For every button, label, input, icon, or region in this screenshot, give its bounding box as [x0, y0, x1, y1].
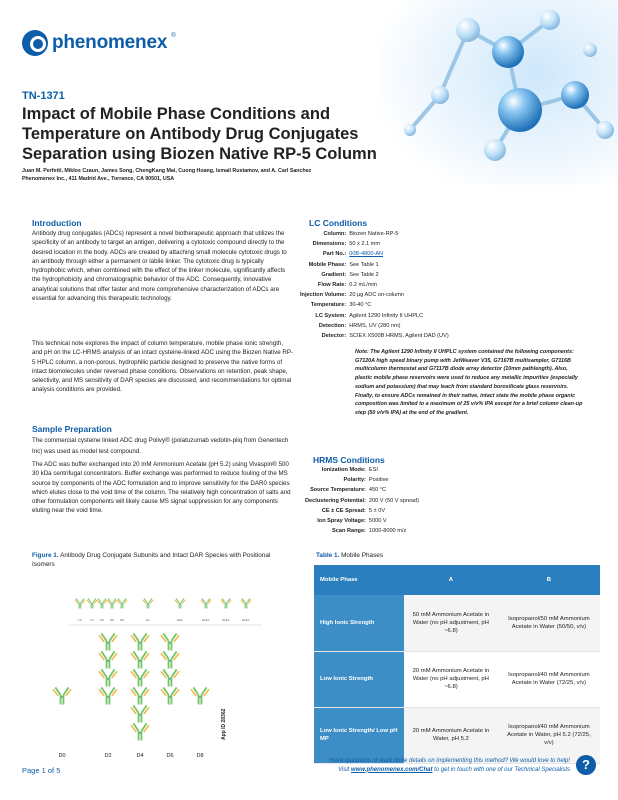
subunit-label: HC — [109, 618, 115, 622]
lc-condition-label: Detector: — [321, 333, 347, 340]
subunit-label: HC — [119, 618, 125, 622]
introduction-p2: This technical note explores the impact of column temperature, mobile phase ionic strength, and pH on the LC-HRMS analysis of an intact cysteine-linked ADC using the Biozen Native RP-5 HPLC column, a non-porous, hydrophilic particle designed to preserve the native forms of intact biomolecules under reversed phase conditions. Observations on retention, peak shape, selectivity, and MS sensitivity of DAR species are discussed, and recommendations for optimal analysis conditions are provided. — [32, 340, 294, 394]
antibody-glyph — [99, 633, 117, 650]
phenomenex-logo[interactable] — [22, 30, 176, 56]
table-row — [314, 707, 600, 763]
subunit-label: HHLL — [222, 618, 230, 622]
hrms-condition-label: Declustering Potential: — [305, 497, 366, 504]
col-b: B — [498, 565, 600, 595]
dar-label: D8 — [196, 753, 204, 759]
lc-condition-value: 0.2 mL/min — [349, 282, 377, 289]
row-name: High Ionic Strength — [314, 595, 404, 651]
lc-condition-label: LC System: — [315, 312, 347, 319]
lc-condition-label: Mobile Phase: — [308, 261, 347, 268]
affiliation: Phenomenex Inc., 411 Madrid Ave., Torrance, CA 90501, USA — [22, 176, 175, 182]
antibody-glyph — [161, 633, 179, 650]
dar-label: D0 — [58, 753, 66, 759]
antibody-glyph — [131, 651, 149, 668]
lc-note: Note: The Agilent 1290 Infinity II UHPLC system contained the following components: G7120A high speed binary pump with JetWeaver V35, G7167B multisampler, G7116B multicolumn thermostat and G7117B diode array detector (10mm pathlength). Also, plastic mobile phase reservoirs were used to reduce any metallic impurities (especially sodium and potassium) that may leach from standard borosilicate glass reservoirs. Finally, to ensure ADCs remained in their native, intact state the mobile phase organic composition was limited to a maximum of 25 v/v% IPA except for a brief column clean-up step (50 v/v% IPA) at the end of the gradient. — [355, 349, 583, 416]
lc-condition-value: SCIEX X500B HRMS, Agilent DAD (UV) — [349, 333, 449, 340]
figure1-label: Figure 1. — [32, 552, 59, 559]
lc-condition-label: Column: — [323, 231, 347, 237]
lc-condition-value: HRMS, UV (280 nm) — [349, 322, 401, 329]
doc-title: Impact of Mobile Phase Conditions and Temperature on Antibody Drug Conjugates Separation using Biozen Native RP-5 Column — [22, 105, 377, 163]
app-id: App ID 28362 — [221, 708, 227, 740]
antibody-glyph — [99, 669, 117, 686]
lc-condition-label: Gradient: — [321, 271, 347, 278]
lc-condition-label: Dimensions: — [312, 241, 347, 248]
lc-condition-value: 50 x 2.1 mm — [349, 241, 380, 248]
lc-conditions-heading: LC Conditions — [309, 218, 368, 228]
dar-species-grid — [53, 633, 209, 740]
dar-label-row — [58, 753, 203, 759]
cell-a: 50 mM Ammonium Acetate in Water (no pH adjustment, pH ~6.8) — [404, 595, 498, 651]
chat-link[interactable]: www.phenomenex.com/Chat — [351, 766, 433, 773]
subunit-label-row — [78, 618, 250, 622]
table-header-row — [314, 565, 600, 595]
cell-a: 20 mM Ammonium Acetate in Water, pH 5.2 — [404, 707, 498, 763]
introduction-p1: Antibody drug conjugates (ADCs) represent a novel biotherapeutic approach that utilizes the specificity of an antibody to target an antigen, delivering a cytotoxic compound directly to the desired location in the body. ADCs are created by attaching small molecule cytotoxic drugs to an antibody through either a permanent or labile linker. The cytotoxic drug is typically hydrophobic which, when combined with the effect of the linker molecule, significantly affects the hydrophobicity and chromatographic behavior of the ADC. Consequently, innovative analytical solutions that offer faster and more comprehensive characterization of ADCs are essential for advancing this therapeutic technology. — [32, 230, 287, 303]
col-a: A — [404, 565, 498, 595]
antibody-glyph — [99, 651, 117, 668]
authors-block — [22, 167, 442, 183]
dar-label: D4 — [136, 753, 144, 759]
table1-caption-text: Mobile Phases — [341, 552, 384, 559]
subunit-label: LC — [90, 618, 94, 622]
sample-prep-p1: The commercial cysteine linked ADC drug Polivy® (polatuzumab vedotin-piiq from Genentech Inc) was used as model test compound. — [32, 437, 289, 455]
row-name: Low Ionic Strength — [314, 651, 404, 707]
hrms-condition-value: 450 °C — [368, 487, 387, 494]
cell-b: Isopropanol/50 mM Ammonium Acetate in Water (50/50, v/v) — [498, 595, 600, 651]
footer-visit-post: to get in touch with one of our Technical Specialists — [432, 766, 570, 773]
subunit-row — [68, 599, 262, 625]
hrms-condition-value: 5000 V — [368, 518, 387, 525]
footer-visit-pre: Visit — [338, 766, 351, 773]
hrms-condition-value: Positive — [368, 477, 389, 484]
footer-visit — [302, 766, 570, 775]
hrms-condition-label: Polarity: — [343, 477, 366, 484]
lc-condition-value: 20 µg ADC on-column — [349, 292, 405, 299]
subunit-label: HC — [99, 618, 105, 622]
table-row — [314, 595, 600, 651]
antibody-glyph — [131, 687, 149, 704]
subunit-glyph — [221, 599, 231, 609]
lc-condition-label: Flow Rate: — [317, 282, 347, 289]
footer-help-text — [302, 757, 570, 774]
table1-caption — [316, 551, 383, 560]
lc-condition-label: Detection: — [318, 322, 347, 329]
subunit-glyph — [117, 599, 127, 609]
subunit-glyph — [107, 599, 117, 609]
antibody-glyph — [161, 669, 179, 686]
subunit-label: LC — [78, 618, 82, 622]
page-number: Page 1 of 5 — [22, 766, 61, 775]
figure1-adc-diagram — [30, 585, 265, 760]
hrms-condition-value: 1000-8000 m/z — [368, 528, 407, 535]
hrms-condition-value: ESI — [368, 467, 378, 473]
help-question-icon[interactable]: ? — [576, 755, 596, 775]
brand-tm: ® — [171, 33, 176, 39]
mobile-phase-table — [314, 565, 600, 764]
brand-name: phenomenex — [52, 32, 168, 53]
antibody-glyph — [161, 651, 179, 668]
cell-b: Isopropanol/40 mM Ammonium Acetate in Water (72/25, v/v) — [498, 651, 600, 707]
subunit-glyph — [241, 599, 251, 609]
sample-prep-heading: Sample Preparation — [32, 424, 112, 434]
phenomenex-logo-icon — [22, 30, 48, 56]
lc-condition-value: See Table 1 — [349, 261, 379, 268]
subunit-glyph — [97, 599, 107, 609]
antibody-glyph — [53, 687, 71, 704]
lc-condition-value: Biozen Native-RP-5 — [349, 231, 399, 237]
subunit-glyph — [201, 599, 211, 609]
subunit-glyph — [143, 599, 153, 609]
hrms-condition-label: Ionization Mode: — [321, 467, 366, 473]
authors: Juan M. Perfetti, Miklos Czaun, James Song, ChengKang Mai, Cuong Hoang, Ismail Rustamov, and A. Carl Sanchez — [22, 168, 312, 174]
subunit-label: HHLL — [242, 618, 250, 622]
subunit-label: HHL — [176, 618, 184, 622]
subunit-label: HHLL — [202, 618, 210, 622]
hrms-condition-label: Ion Spray Voltage: — [317, 518, 366, 525]
figure1-caption-text: Antibody Drug Conjugate Subunits and Intact DAR Species with Positional Isomers — [32, 552, 271, 568]
antibody-glyph — [191, 687, 209, 704]
lc-condition-value[interactable]: 00B-4800-AN — [349, 251, 384, 258]
introduction-heading: Introduction — [32, 218, 82, 228]
footer-question: Have questions or want more details on implementing this method? We would love to help! — [329, 758, 570, 764]
cell-a: 20 mM Ammonium Acetate in Water (no pH adjustment, pH ~6.8) — [404, 651, 498, 707]
figure1-caption — [32, 551, 292, 569]
antibody-glyph — [131, 705, 149, 722]
table-row — [314, 651, 600, 707]
hrms-condition-label: Source Temperature: — [310, 487, 366, 494]
hrms-conditions-table — [305, 465, 419, 536]
lc-condition-value: Agilent 1290 Infinity II UHPLC — [349, 312, 424, 319]
antibody-glyph — [131, 723, 149, 740]
subunit-glyph — [175, 599, 185, 609]
cell-b: Isopropanol/40 mM Ammonium Acetate in Water, pH 5.2 (72/25, v/v) — [498, 707, 600, 763]
lc-condition-label: Injection Volume: — [300, 292, 347, 299]
antibody-glyph — [161, 687, 179, 704]
subunit-glyph — [87, 599, 97, 609]
antibody-glyph — [131, 633, 149, 650]
lc-condition-value: See Table 2 — [349, 271, 379, 278]
hrms-condition-label: Scan Range: — [332, 528, 366, 535]
lc-condition-value: 30-40 °C — [349, 302, 372, 309]
hrms-conditions-heading: HRMS Conditions — [313, 455, 385, 465]
antibody-glyph — [99, 687, 117, 704]
subunit-label: HL — [146, 618, 150, 622]
row-name: Low Ionic Strength/ Low pH MP — [314, 707, 404, 763]
hrms-condition-value: 5 ± 0V — [368, 507, 386, 514]
col-mobile-phase: Mobile Phase — [314, 565, 404, 595]
lc-conditions-table — [300, 229, 449, 341]
hrms-condition-label: CE ± CE Spread: — [321, 507, 366, 514]
hrms-condition-value: 200 V (50 V spread) — [368, 497, 419, 504]
table1-label: Table 1. — [316, 552, 340, 559]
lc-condition-label: Part No.: — [322, 251, 347, 258]
dar-label: D2 — [104, 753, 112, 759]
dar-label: D6 — [166, 753, 174, 759]
sample-prep-p2: The ADC was buffer exchanged into 20 mM Ammonium Acetate (pH 5.2) using Vivaspin® 500 30 kDa centrifugal concentrators. Buffer exchange was performed to reduce fouling of the MS source by components of the ADC formulation and to improve sensitivity for the DAR0 species which elutes close to the void time of the column. The relatively high concentration of salts and other formulation components will likely cause MS signal suppression for any components eluting near the void time. — [32, 461, 291, 515]
antibody-glyph — [131, 669, 149, 686]
doc-number: TN-1371 — [22, 90, 65, 102]
lc-condition-label: Temperature: — [310, 302, 347, 309]
subunit-glyph — [75, 599, 85, 609]
